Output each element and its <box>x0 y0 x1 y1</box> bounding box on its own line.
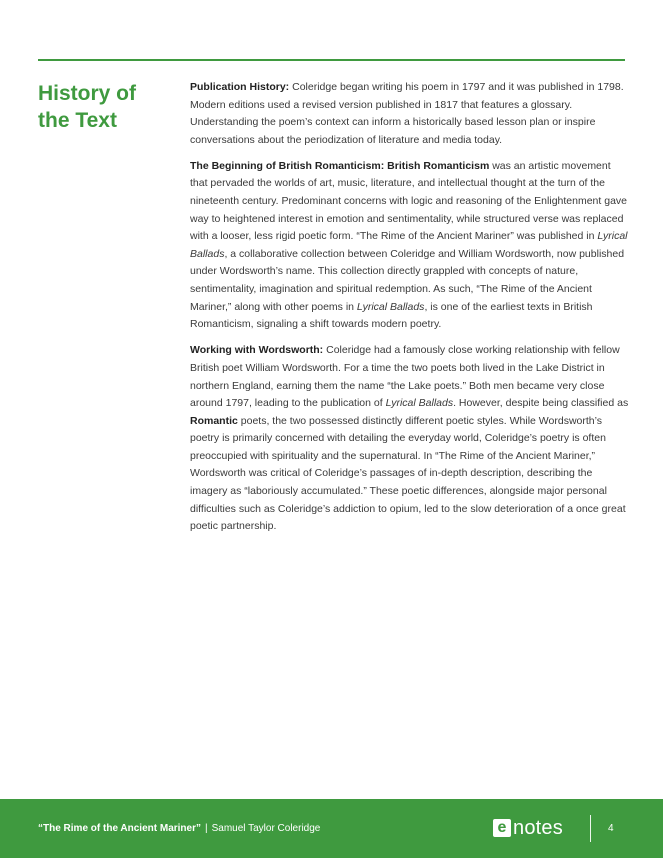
footer-work-title: “The Rime of the Ancient Mariner” <box>38 823 201 834</box>
footer-author: Samuel Taylor Coleridge <box>211 823 321 834</box>
paragraph-text: was an artistic movement that pervaded the worlds of art, music, literature, and intellectual thought at the turn of the nineteenth century. Predominant concerns with logic and reasoning of the Enlightenment gave way to heightened interest in emotion and sentimentality, while structured verse was replaced with a looser, less rigid poetic form. “The Rime of the Ancient Mariner” was published in <box>190 159 627 243</box>
page-footer <box>0 799 663 858</box>
paragraph-text: , is one of the earliest texts in British Romanticism, signaling a shift towards modern poetry. <box>190 300 593 331</box>
key-term: Romantic <box>190 414 238 427</box>
section-title-line-1: History of <box>38 82 137 105</box>
paragraph-british-romanticism <box>190 158 630 334</box>
book-title: Lyrical Ballads <box>190 230 628 260</box>
paragraph-working-with-wordsworth <box>190 342 630 536</box>
paragraph-text: Coleridge began writing his poem in 1797 and it was published in 1798. Modern editions used a revised version published in 1817 that features a glossary. Understanding the poem’s context can inform a historically based lesson plan or inspire conversations about the periodization of literature and media today. <box>190 81 624 146</box>
body-text <box>190 79 630 544</box>
logo-letter-box: e <box>493 819 511 837</box>
section-title-line-2: the Text <box>38 109 117 132</box>
paragraph-text: . However, despite being classified as <box>453 397 629 410</box>
paragraph-text: , a collaborative collection between Coleridge and William Wordsworth, now published under Wordsworth’s name. This collection directly grappled with concepts of nature, sentimentality, imagination and spiritual redemption. As such, “The Rime of the Ancient Mariner,” along with other poems in <box>190 247 625 313</box>
book-title: Lyrical Ballads <box>385 397 454 410</box>
book-title: Lyrical Ballads <box>356 300 425 313</box>
paragraph-text: Coleridge had a famously close working relationship with fellow British poet William Wordsworth. For a time the two poets both lived in the Lake District in northern England, earning them the name “the Lake poets.” Both men became very close around 1797, leading to the publication of <box>190 344 620 410</box>
header-divider <box>38 59 625 61</box>
footer-work-info <box>38 823 320 834</box>
paragraph-heading: Publication History: <box>190 81 290 93</box>
paragraph-text: poets, the two possessed distinctly different poetic styles. While Wordsworth’s poetry is primarily concerned with detailing the everyday world, Coleridge’s poetry is often preoccupied with spirituality and the supernatural. In “The Rime of the Ancient Mariner,” Wordsworth was critical of Coleridge’s passages of in-depth description, describing the imagery as “laboriously accumulated.” These poetic differences, alongside major personal difficulties such as Coleridge’s addiction to opium, led to the slow deterioration of a once great poetic partnership. <box>190 414 626 533</box>
logo-text: notes <box>513 817 563 839</box>
enotes-logo <box>493 817 563 839</box>
footer-separator: | <box>204 823 208 834</box>
section-title <box>38 80 178 134</box>
paragraph-heading: The Beginning of British Romanticism: British Romanticism <box>190 159 490 172</box>
page-number: 4 <box>608 823 614 834</box>
paragraph-heading: Working with Wordsworth: <box>190 344 324 357</box>
paragraph-publication-history <box>190 79 630 149</box>
footer-divider <box>590 815 591 842</box>
